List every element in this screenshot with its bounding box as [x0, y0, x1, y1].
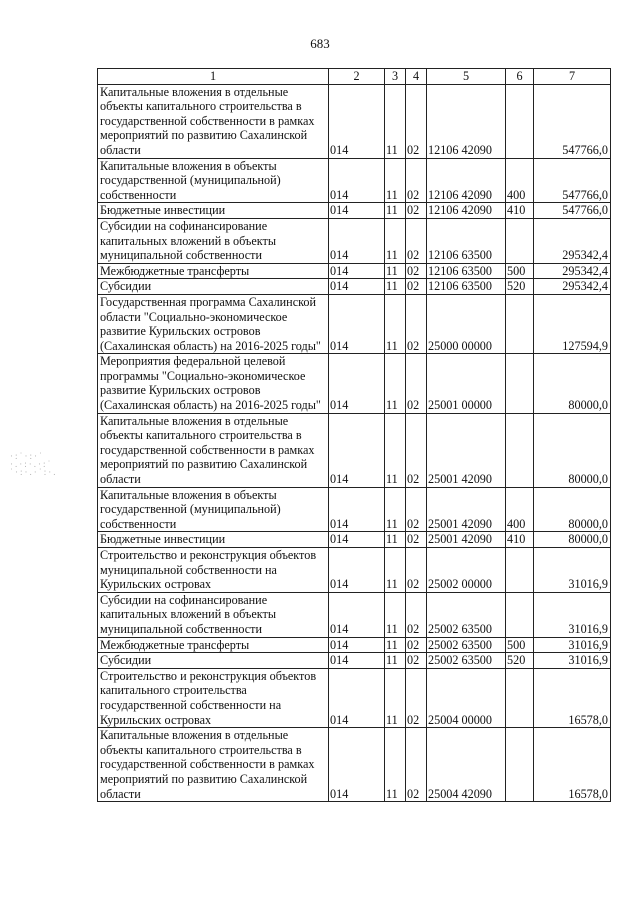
subsection-code-cell: 02	[406, 158, 427, 203]
table-row	[98, 218, 611, 263]
page-number: 683	[310, 36, 330, 51]
amount-cell: 547766,0	[534, 158, 611, 203]
table-row	[98, 592, 611, 637]
subsection-code-cell: 02	[406, 84, 427, 158]
section-code-cell: 11	[385, 487, 406, 532]
row-name-cell: Капитальные вложения в отдельные объекты капитального строительства в государственной собственности в рамках мероприятий по развитию Сахалинской области	[98, 728, 329, 802]
row-name-cell: Капитальные вложения в объекты государственной (муниципальной) собственности	[98, 487, 329, 532]
target-article-cell: 12106 63500	[427, 218, 506, 263]
section-code-cell: 11	[385, 532, 406, 548]
amount-cell: 127594,9	[534, 294, 611, 353]
target-article-cell: 25002 63500	[427, 637, 506, 653]
subsection-code-cell: 02	[406, 728, 427, 802]
column-header: 5	[427, 69, 506, 85]
ministry-code-cell: 014	[329, 294, 385, 353]
ministry-code-cell: 014	[329, 218, 385, 263]
row-name-cell: Капитальные вложения в отдельные объекты капитального строительства в государственной собственности в рамках мероприятий по развитию Сахалинской области	[98, 413, 329, 487]
target-article-cell: 12106 42090	[427, 158, 506, 203]
ministry-code-cell: 014	[329, 653, 385, 669]
amount-cell: 16578,0	[534, 728, 611, 802]
subsection-code-cell: 02	[406, 218, 427, 263]
expense-type-cell: 410	[506, 203, 534, 219]
table-header-row	[98, 69, 611, 85]
section-code-cell: 11	[385, 84, 406, 158]
expense-type-cell	[506, 413, 534, 487]
ministry-code-cell: 014	[329, 354, 385, 413]
column-header: 4	[406, 69, 427, 85]
subsection-code-cell: 02	[406, 592, 427, 637]
table-row	[98, 203, 611, 219]
table-row	[98, 548, 611, 593]
ministry-code-cell: 014	[329, 592, 385, 637]
table-row	[98, 294, 611, 353]
table-row	[98, 532, 611, 548]
table-row	[98, 354, 611, 413]
table-row	[98, 728, 611, 802]
ministry-code-cell: 014	[329, 548, 385, 593]
ministry-code-cell: 014	[329, 668, 385, 727]
expense-type-cell	[506, 218, 534, 263]
subsection-code-cell: 02	[406, 279, 427, 295]
row-name-cell: Субсидии на софинансирование капитальных вложений в объекты муниципальной собственности	[98, 592, 329, 637]
expense-type-cell: 520	[506, 279, 534, 295]
target-article-cell: 25001 00000	[427, 354, 506, 413]
row-name-cell: Капитальные вложения в объекты государственной (муниципальной) собственности	[98, 158, 329, 203]
table-row	[98, 158, 611, 203]
row-name-cell: Бюджетные инвестиции	[98, 203, 329, 219]
expense-type-cell	[506, 354, 534, 413]
scan-noise: ·:˙·:·˙ ·.·:·.·:˙ ˙·:·.·˙:·.	[10, 452, 58, 476]
ministry-code-cell: 014	[329, 532, 385, 548]
ministry-code-cell: 014	[329, 203, 385, 219]
target-article-cell: 25004 00000	[427, 668, 506, 727]
subsection-code-cell: 02	[406, 548, 427, 593]
section-code-cell: 11	[385, 203, 406, 219]
amount-cell: 80000,0	[534, 413, 611, 487]
table-row	[98, 279, 611, 295]
section-code-cell: 11	[385, 263, 406, 279]
expense-type-cell: 500	[506, 263, 534, 279]
amount-cell: 295342,4	[534, 279, 611, 295]
row-name-cell: Капитальные вложения в отдельные объекты капитального строительства в государственной собственности в рамках мероприятий по развитию Сахалинской области	[98, 84, 329, 158]
ministry-code-cell: 014	[329, 279, 385, 295]
row-name-cell: Межбюджетные трансферты	[98, 263, 329, 279]
column-header: 3	[385, 69, 406, 85]
section-code-cell: 11	[385, 158, 406, 203]
target-article-cell: 25002 63500	[427, 653, 506, 669]
expense-type-cell	[506, 294, 534, 353]
section-code-cell: 11	[385, 637, 406, 653]
row-name-cell: Субсидии	[98, 653, 329, 669]
section-code-cell: 11	[385, 413, 406, 487]
expense-type-cell	[506, 84, 534, 158]
section-code-cell: 11	[385, 668, 406, 727]
ministry-code-cell: 014	[329, 413, 385, 487]
ministry-code-cell: 014	[329, 637, 385, 653]
expense-type-cell: 520	[506, 653, 534, 669]
row-name-cell: Строительство и реконструкция объектов капитального строительства государственной собственности на Курильских островах	[98, 668, 329, 727]
target-article-cell: 12106 63500	[427, 263, 506, 279]
table-row	[98, 263, 611, 279]
row-name-cell: Субсидии	[98, 279, 329, 295]
target-article-cell: 25004 42090	[427, 728, 506, 802]
target-article-cell: 25001 42090	[427, 487, 506, 532]
amount-cell: 295342,4	[534, 218, 611, 263]
table-row	[98, 653, 611, 669]
section-code-cell: 11	[385, 728, 406, 802]
subsection-code-cell: 02	[406, 637, 427, 653]
table-row	[98, 637, 611, 653]
target-article-cell: 25000 00000	[427, 294, 506, 353]
ministry-code-cell: 014	[329, 487, 385, 532]
row-name-cell: Субсидии на софинансирование капитальных вложений в объекты муниципальной собственности	[98, 218, 329, 263]
amount-cell: 80000,0	[534, 354, 611, 413]
section-code-cell: 11	[385, 592, 406, 637]
ministry-code-cell: 014	[329, 158, 385, 203]
table-row	[98, 413, 611, 487]
ministry-code-cell: 014	[329, 728, 385, 802]
ministry-code-cell: 014	[329, 263, 385, 279]
expense-type-cell: 500	[506, 637, 534, 653]
expense-type-cell	[506, 668, 534, 727]
table-row	[98, 668, 611, 727]
amount-cell: 31016,9	[534, 548, 611, 593]
column-header: 6	[506, 69, 534, 85]
row-name-cell: Мероприятия федеральной целевой программы "Социально-экономическое развитие Курильских островов (Сахалинская область) на 2016-2025 годы"	[98, 354, 329, 413]
target-article-cell: 25002 63500	[427, 592, 506, 637]
row-name-cell: Государственная программа Сахалинской области "Социально-экономическое развитие Курильских островов (Сахалинская область) на 2016-2025 годы"	[98, 294, 329, 353]
amount-cell: 16578,0	[534, 668, 611, 727]
expense-type-cell	[506, 548, 534, 593]
section-code-cell: 11	[385, 653, 406, 669]
amount-cell: 295342,4	[534, 263, 611, 279]
subsection-code-cell: 02	[406, 263, 427, 279]
ministry-code-cell: 014	[329, 84, 385, 158]
row-name-cell: Строительство и реконструкция объектов муниципальной собственности на Курильских островах	[98, 548, 329, 593]
subsection-code-cell: 02	[406, 413, 427, 487]
section-code-cell: 11	[385, 294, 406, 353]
budget-table	[97, 68, 611, 802]
subsection-code-cell: 02	[406, 203, 427, 219]
expense-type-cell: 410	[506, 532, 534, 548]
section-code-cell: 11	[385, 279, 406, 295]
subsection-code-cell: 02	[406, 487, 427, 532]
column-header: 7	[534, 69, 611, 85]
section-code-cell: 11	[385, 218, 406, 263]
row-name-cell: Бюджетные инвестиции	[98, 532, 329, 548]
target-article-cell: 12106 63500	[427, 279, 506, 295]
target-article-cell: 25001 42090	[427, 413, 506, 487]
amount-cell: 31016,9	[534, 592, 611, 637]
column-header: 2	[329, 69, 385, 85]
expense-type-cell	[506, 592, 534, 637]
target-article-cell: 12106 42090	[427, 84, 506, 158]
subsection-code-cell: 02	[406, 653, 427, 669]
table-row	[98, 84, 611, 158]
table-row	[98, 487, 611, 532]
subsection-code-cell: 02	[406, 532, 427, 548]
section-code-cell: 11	[385, 548, 406, 593]
section-code-cell: 11	[385, 354, 406, 413]
amount-cell: 547766,0	[534, 84, 611, 158]
row-name-cell: Межбюджетные трансферты	[98, 637, 329, 653]
expense-type-cell: 400	[506, 487, 534, 532]
subsection-code-cell: 02	[406, 294, 427, 353]
subsection-code-cell: 02	[406, 354, 427, 413]
amount-cell: 31016,9	[534, 637, 611, 653]
amount-cell: 80000,0	[534, 487, 611, 532]
target-article-cell: 25002 00000	[427, 548, 506, 593]
amount-cell: 31016,9	[534, 653, 611, 669]
target-article-cell: 25001 42090	[427, 532, 506, 548]
amount-cell: 80000,0	[534, 532, 611, 548]
target-article-cell: 12106 42090	[427, 203, 506, 219]
expense-type-cell	[506, 728, 534, 802]
subsection-code-cell: 02	[406, 668, 427, 727]
expense-type-cell: 400	[506, 158, 534, 203]
amount-cell: 547766,0	[534, 203, 611, 219]
column-header: 1	[98, 69, 329, 85]
